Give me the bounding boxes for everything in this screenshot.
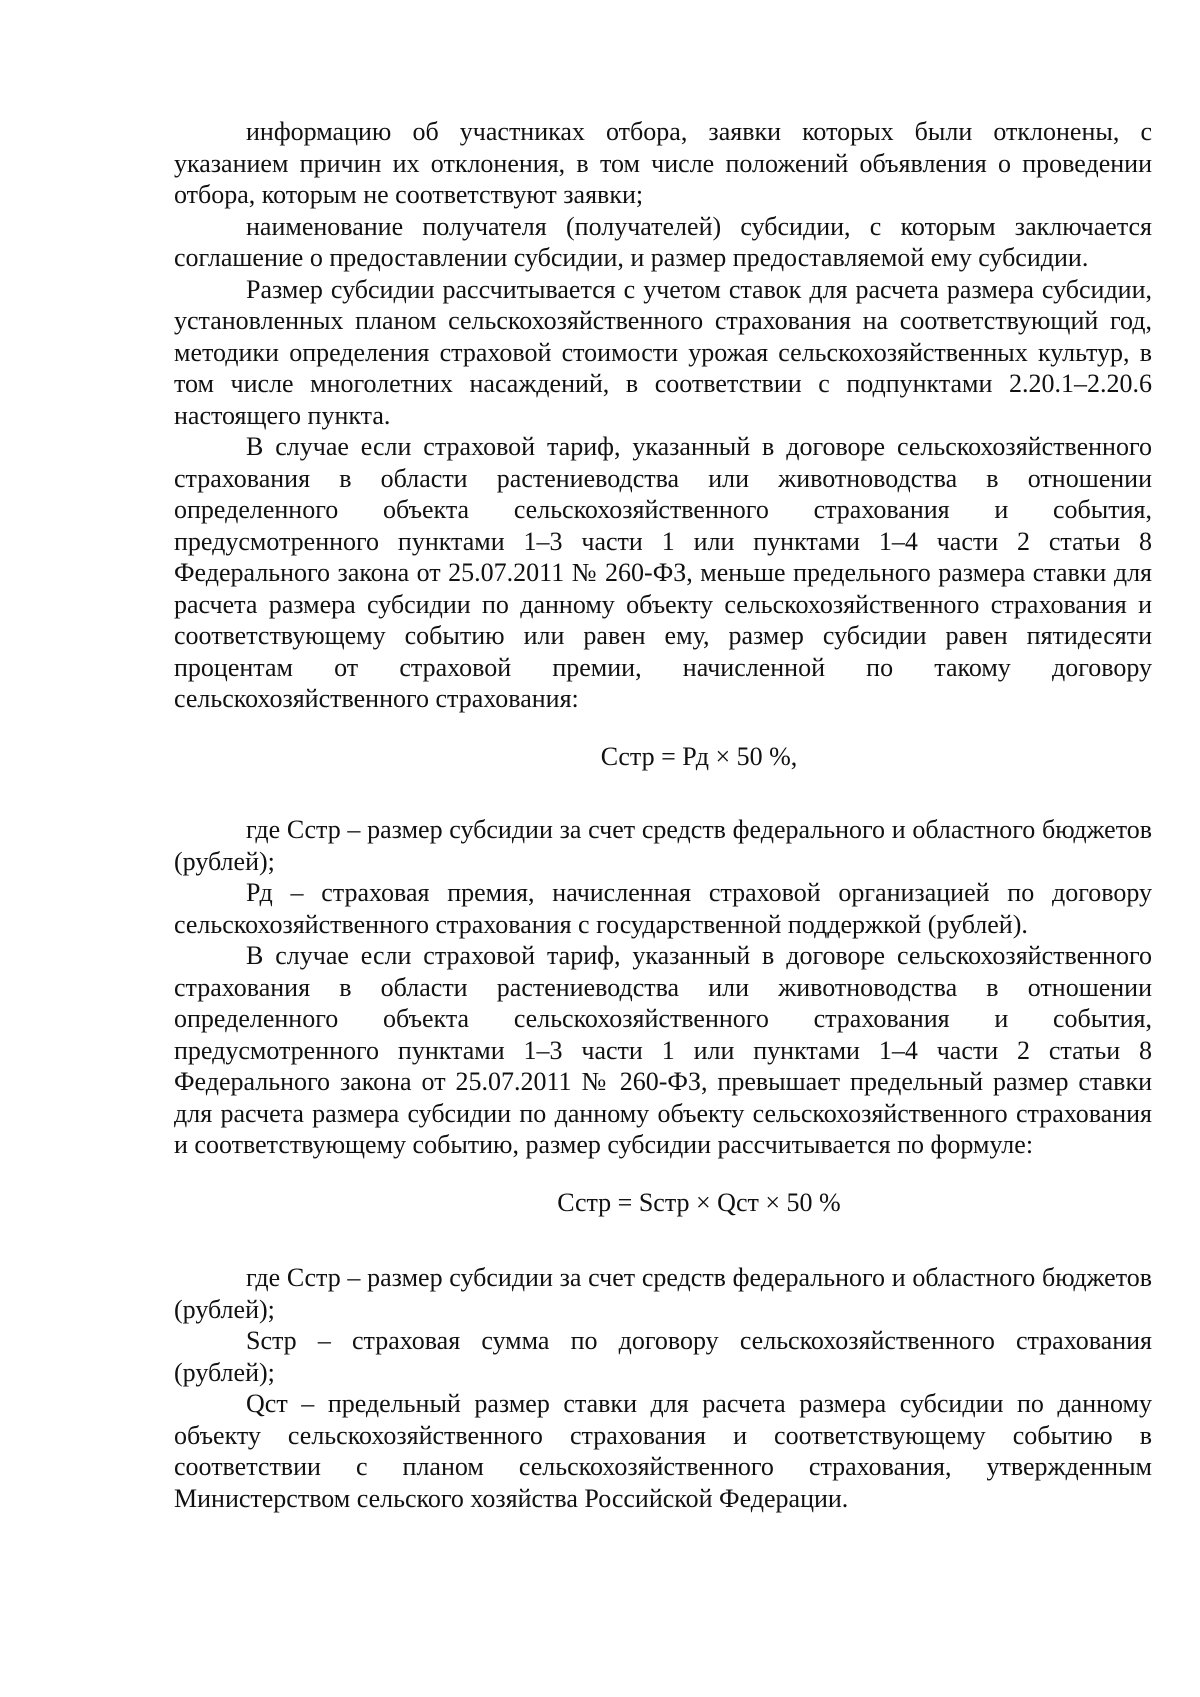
formula-subsidy-sum: Сстр = Sстр × Qст × 50 %: [557, 1187, 841, 1217]
paragraph-subsidy-calculation: Размер субсидии рассчитывается с учетом ставок для расчета размера субсидии, установленных планом сельскохозяйственного страхования на соответствующий год, методики определения страховой стоимости урожая сельскохозяйственных культур, в том числе многолетних насаждений, в соответствии с подпунктами 2.20.1–2.20.6 настоящего пункта.: [174, 274, 1152, 430]
document-page: [174, 116, 1152, 1514]
paragraph-definition-sstr: где Сстр – размер субсидии за счет средств федерального и областного бюджетов (рублей);: [174, 815, 1152, 876]
paragraph-definition-sum: Sстр – страховая сумма по договору сельскохозяйственного страхования (рублей);: [174, 1326, 1152, 1387]
paragraph-definition-qst: Qст – предельный размер ставки для расчета размера субсидии по данному объекту сельскохозяйственного страхования и соответствующему событию в соответствии с планом сельскохозяйственного страхования, утвержденным Министерством сельского хозяйства Российской Федерации.: [174, 1389, 1152, 1513]
formula-subsidy-premium: Сстр = Рд × 50 %,: [600, 741, 798, 771]
paragraph-tariff-exceeds-case: В случае если страховой тариф, указанный в договоре сельскохозяйственного страхования в области растениеводства или животноводства в отношении определенного объекта сельскохозяйственного страхования и события, предусмотренного пунктами 1–3 части 1 или пунктами 1–4 части 2 статьи 8 Федерального закона от 25.07.2011 № 260-ФЗ, превышает предельный размер ставки для расчета размера субсидии по данному объекту сельскохозяйственного страхования и соответствующему событию, размер субсидии рассчитывается по формуле:: [174, 941, 1152, 1159]
paragraph-definition-sstr-2: где Сстр – размер субсидии за счет средств федерального и областного бюджетов (рублей);: [174, 1263, 1152, 1324]
paragraph-definition-rd: Рд – страховая премия, начисленная страховой организацией по договору сельскохозяйственного страхования с государственной поддержкой (рублей).: [174, 878, 1152, 939]
paragraph-recipient-name: наименование получателя (получателей) субсидии, с которым заключается соглашение о предоставлении субсидии, и размер предоставляемой ему субсидии.: [174, 211, 1152, 272]
paragraph-tariff-less-case: В случае если страховой тариф, указанный в договоре сельскохозяйственного страхования в области растениеводства или животноводства в отношении определенного объекта сельскохозяйственного страхования и события, предусмотренного пунктами 1–3 части 1 или пунктами 1–4 части 2 статьи 8 Федерального закона от 25.07.2011 № 260-ФЗ, меньше предельного размера ставки для расчета размера субсидии по данному объекту сельскохозяйственного страхования и соответствующему событию или равен ему, размер субсидии равен пятидесяти процентам от страховой премии, начисленной по такому договору сельскохозяйственного страхования:: [174, 432, 1152, 713]
paragraph-rejected-participants: информацию об участниках отбора, заявки которых были отклонены, с указанием причин их отклонения, в том числе положений объявления о проведении отбора, которым не соответствуют заявки;: [174, 117, 1152, 209]
